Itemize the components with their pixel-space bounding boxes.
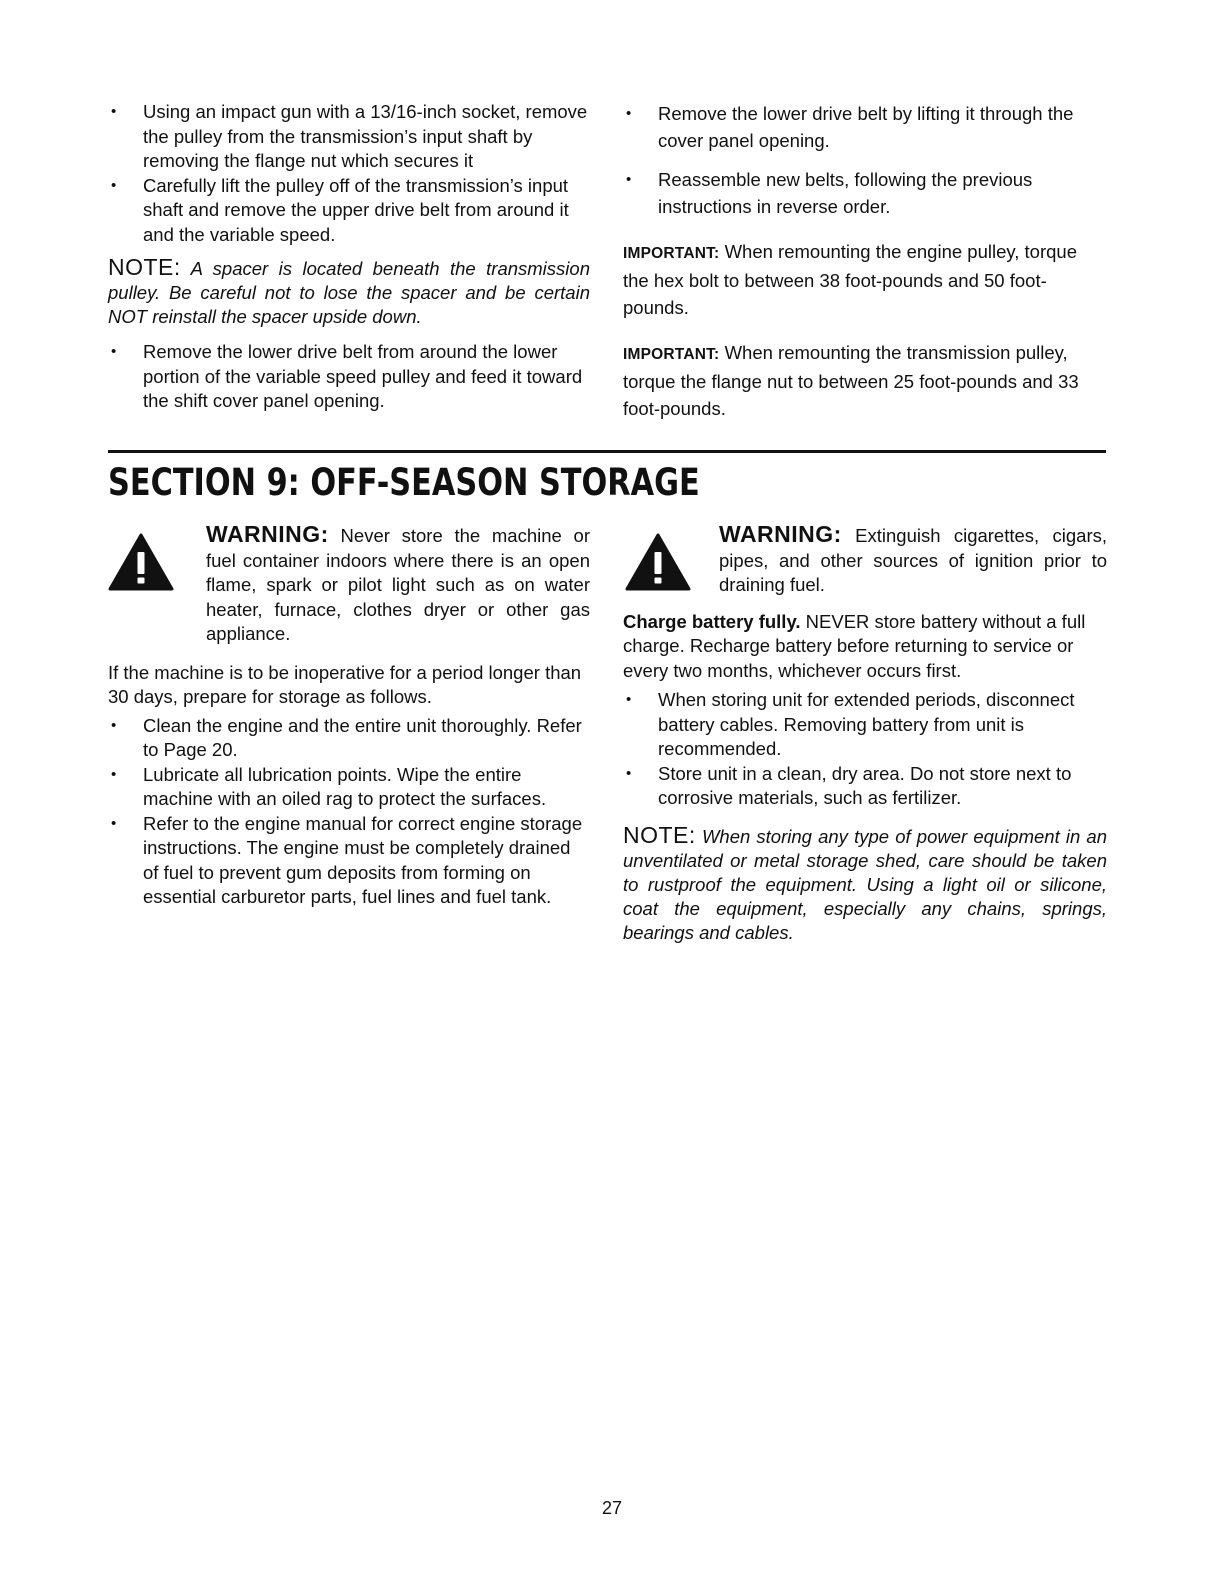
battery-lead: Charge battery fully. bbox=[623, 610, 801, 632]
battery-steps-list bbox=[623, 688, 1107, 811]
warning-triangle-icon bbox=[625, 532, 691, 592]
important-engine-pulley bbox=[623, 238, 1107, 321]
top-right-column bbox=[623, 100, 1107, 422]
warning-block bbox=[623, 522, 1107, 598]
list-item: • Carefully lift the pulley off of the transmission’s input shaft and remove the upper drive belt from around it and the variable speed. bbox=[108, 174, 590, 248]
warning-label: WARNING: bbox=[206, 521, 329, 547]
list-item: • Clean the engine and the entire unit thoroughly. Refer to Page 20. bbox=[108, 714, 590, 763]
important-text: When remounting the engine pulley, torque the hex bolt to between 38 foot-pounds and 50 foot-pounds. bbox=[623, 241, 1077, 318]
note-label: NOTE: bbox=[623, 821, 696, 848]
list-item: • Lubricate all lubrication points. Wipe the entire machine with an oiled rag to protect the surfaces. bbox=[108, 763, 590, 812]
important-transmission-pulley bbox=[623, 339, 1107, 422]
storage-right-column bbox=[623, 522, 1107, 945]
list-item: • Using an impact gun with a 13/16-inch socket, remove the pulley from the transmission’s input shaft by removing the flange nut which secures it bbox=[108, 100, 590, 174]
warning-text-block bbox=[623, 522, 1107, 598]
battery-paragraph bbox=[623, 610, 1107, 684]
note-label: NOTE: bbox=[108, 254, 181, 280]
important-label: IMPORTANT: bbox=[623, 245, 720, 262]
list-item: • Store unit in a clean, dry area. Do not store next to corrosive materials, such as fertilizer. bbox=[623, 762, 1107, 811]
note-text: When storing any type of power equipment in an unventilated or metal storage shed, care should be taken to rustproof the equipment. Using a light oil or silicone, coat the equipment, especially any chains, springs, bearings and cables. bbox=[623, 825, 1107, 943]
section-title: SECTION 9: OFF-SEASON STORAGE bbox=[108, 461, 700, 504]
list-item: • When storing unit for extended periods, disconnect battery cables. Removing battery from unit is recommended. bbox=[623, 688, 1107, 762]
storage-steps-list bbox=[108, 714, 590, 910]
list-item: • Remove the lower drive belt from around the lower portion of the variable speed pulley and feed it toward the shift cover panel opening. bbox=[108, 340, 590, 414]
note-text: A spacer is located beneath the transmission pulley. Be careful not to lose the spacer and be certain NOT reinstall the spacer upside down. bbox=[108, 258, 590, 327]
removal-steps-list bbox=[108, 100, 590, 247]
list-item: • Reassemble new belts, following the previous instructions in reverse order. bbox=[623, 166, 1107, 220]
important-text: When remounting the transmission pulley, torque the flange nut to between 25 foot-pounds and 33 foot-pounds. bbox=[623, 342, 1079, 419]
warning-text: Never store the machine or fuel container indoors where there is an open flame, spark or pilot light such as on water heater, furnace, clothes dryer or other gas appliance. bbox=[206, 525, 590, 644]
section-divider bbox=[108, 450, 1106, 453]
page-number: 27 bbox=[601, 1498, 623, 1518]
important-label: IMPORTANT: bbox=[623, 346, 720, 363]
warning-label: WARNING: bbox=[719, 521, 842, 547]
top-left-column bbox=[108, 100, 590, 414]
spacer-note bbox=[108, 255, 590, 329]
list-item: • Remove the lower drive belt by lifting it through the cover panel opening. bbox=[623, 100, 1107, 154]
warning-block bbox=[108, 522, 590, 647]
battery-text: NEVER store battery without a full charge. Recharge battery before returning to service or every two months, whichever occurs first. bbox=[623, 610, 1086, 681]
warning-triangle-icon bbox=[108, 532, 174, 592]
warning-text-block bbox=[108, 522, 590, 647]
warning-text: Extinguish cigarettes, cigars, pipes, and other sources of ignition prior to draining fuel. bbox=[719, 525, 1107, 595]
lower-belt-list bbox=[108, 340, 590, 414]
storage-intro: If the machine is to be inoperative for a period longer than 30 days, prepare for storage as follows. bbox=[108, 661, 582, 707]
list-item: • Refer to the engine manual for correct engine storage instructions. The engine must be completely drained of fuel to prevent gum deposits from forming on essential carburetor parts, fuel lines and fuel tank. bbox=[108, 812, 590, 910]
storage-left-column bbox=[108, 522, 590, 910]
reassembly-steps-list bbox=[623, 100, 1107, 220]
storage-note bbox=[623, 823, 1107, 945]
